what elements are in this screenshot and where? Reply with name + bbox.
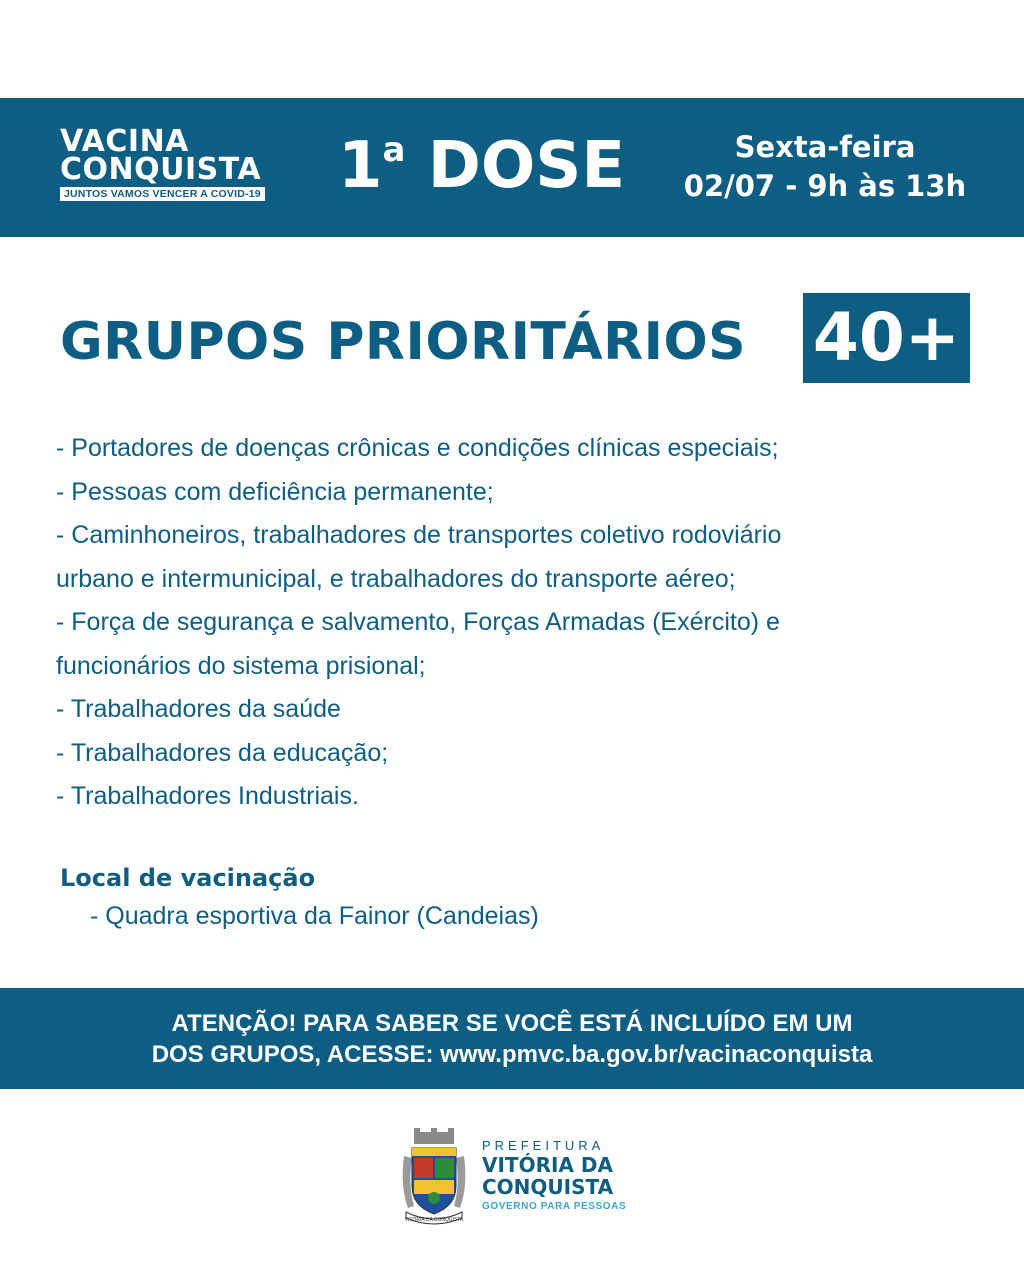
attention-banner [0,988,1024,1089]
city-crest-icon [398,1126,470,1226]
location-heading: Local de vacinação [60,864,316,892]
dose-ordinal: a [382,130,406,170]
list-item: urbano e intermunicipal, e trabalhadores do transporte aéreo; [56,564,736,593]
list-item: - Trabalhadores da saúde [56,695,341,723]
slogan: GOVERNO PARA PESSOAS [482,1201,627,1212]
list-item: - Trabalhadores Industriais. [56,782,359,810]
priority-groups-list [56,427,956,819]
list-item: - Portadores de doenças crônicas e condições clínicas especiais; [56,434,779,462]
schedule-day: Sexta-feira [734,130,916,164]
location-item: - Quadra esportiva da Fainor (Candeias) [90,902,539,930]
list-item: - Trabalhadores da educação; [56,738,389,767]
dose-number: 1 [338,129,383,203]
svg-text:VITÓRIA DA CONQUISTA: VITÓRIA DA CONQUISTA [404,1217,464,1223]
list-item: funcionários do sistema prisional; [56,651,426,680]
age-badge: 40+ [803,293,970,383]
schedule-block [660,128,990,206]
header-banner [0,98,1024,237]
logo-tagline: JUNTOS VAMOS VENCER A COVID-19 [60,187,265,201]
page-title: GRUPOS PRIORITÁRIOS [60,312,747,372]
prefeitura-logo [398,1126,638,1226]
logo-line-2: CONQUISTA [60,152,262,187]
list-item: - Caminhoneiros, trabalhadores de transportes coletivo rodoviário [56,521,782,549]
logo-line-1: VACINA [60,124,189,159]
list-item: - Força de segurança e salvamento, Forças Armadas (Exército) e [56,608,780,636]
city-name-line-2: CONQUISTA [482,1175,614,1199]
dose-word: DOSE [427,129,626,203]
prefeitura-wordmark [482,1138,642,1214]
list-item: - Pessoas com deficiência permanente; [56,477,494,506]
attention-line-2[interactable]: DOS GRUPOS, ACESSE: www.pmvc.ba.gov.br/vacinaconquista [151,1041,873,1068]
schedule-date-time: 02/07 - 9h às 13h [683,169,967,203]
attention-line-1: ATENÇÃO! PARA SABER SE VOCÊ ESTÁ INCLUÍDO EM UM [171,1010,853,1037]
prefeitura-label: PREFEITURA [482,1138,605,1153]
vacina-conquista-logo [60,124,292,202]
dose-title [338,126,625,206]
city-name-line-1: VITÓRIA DA [482,1153,613,1177]
